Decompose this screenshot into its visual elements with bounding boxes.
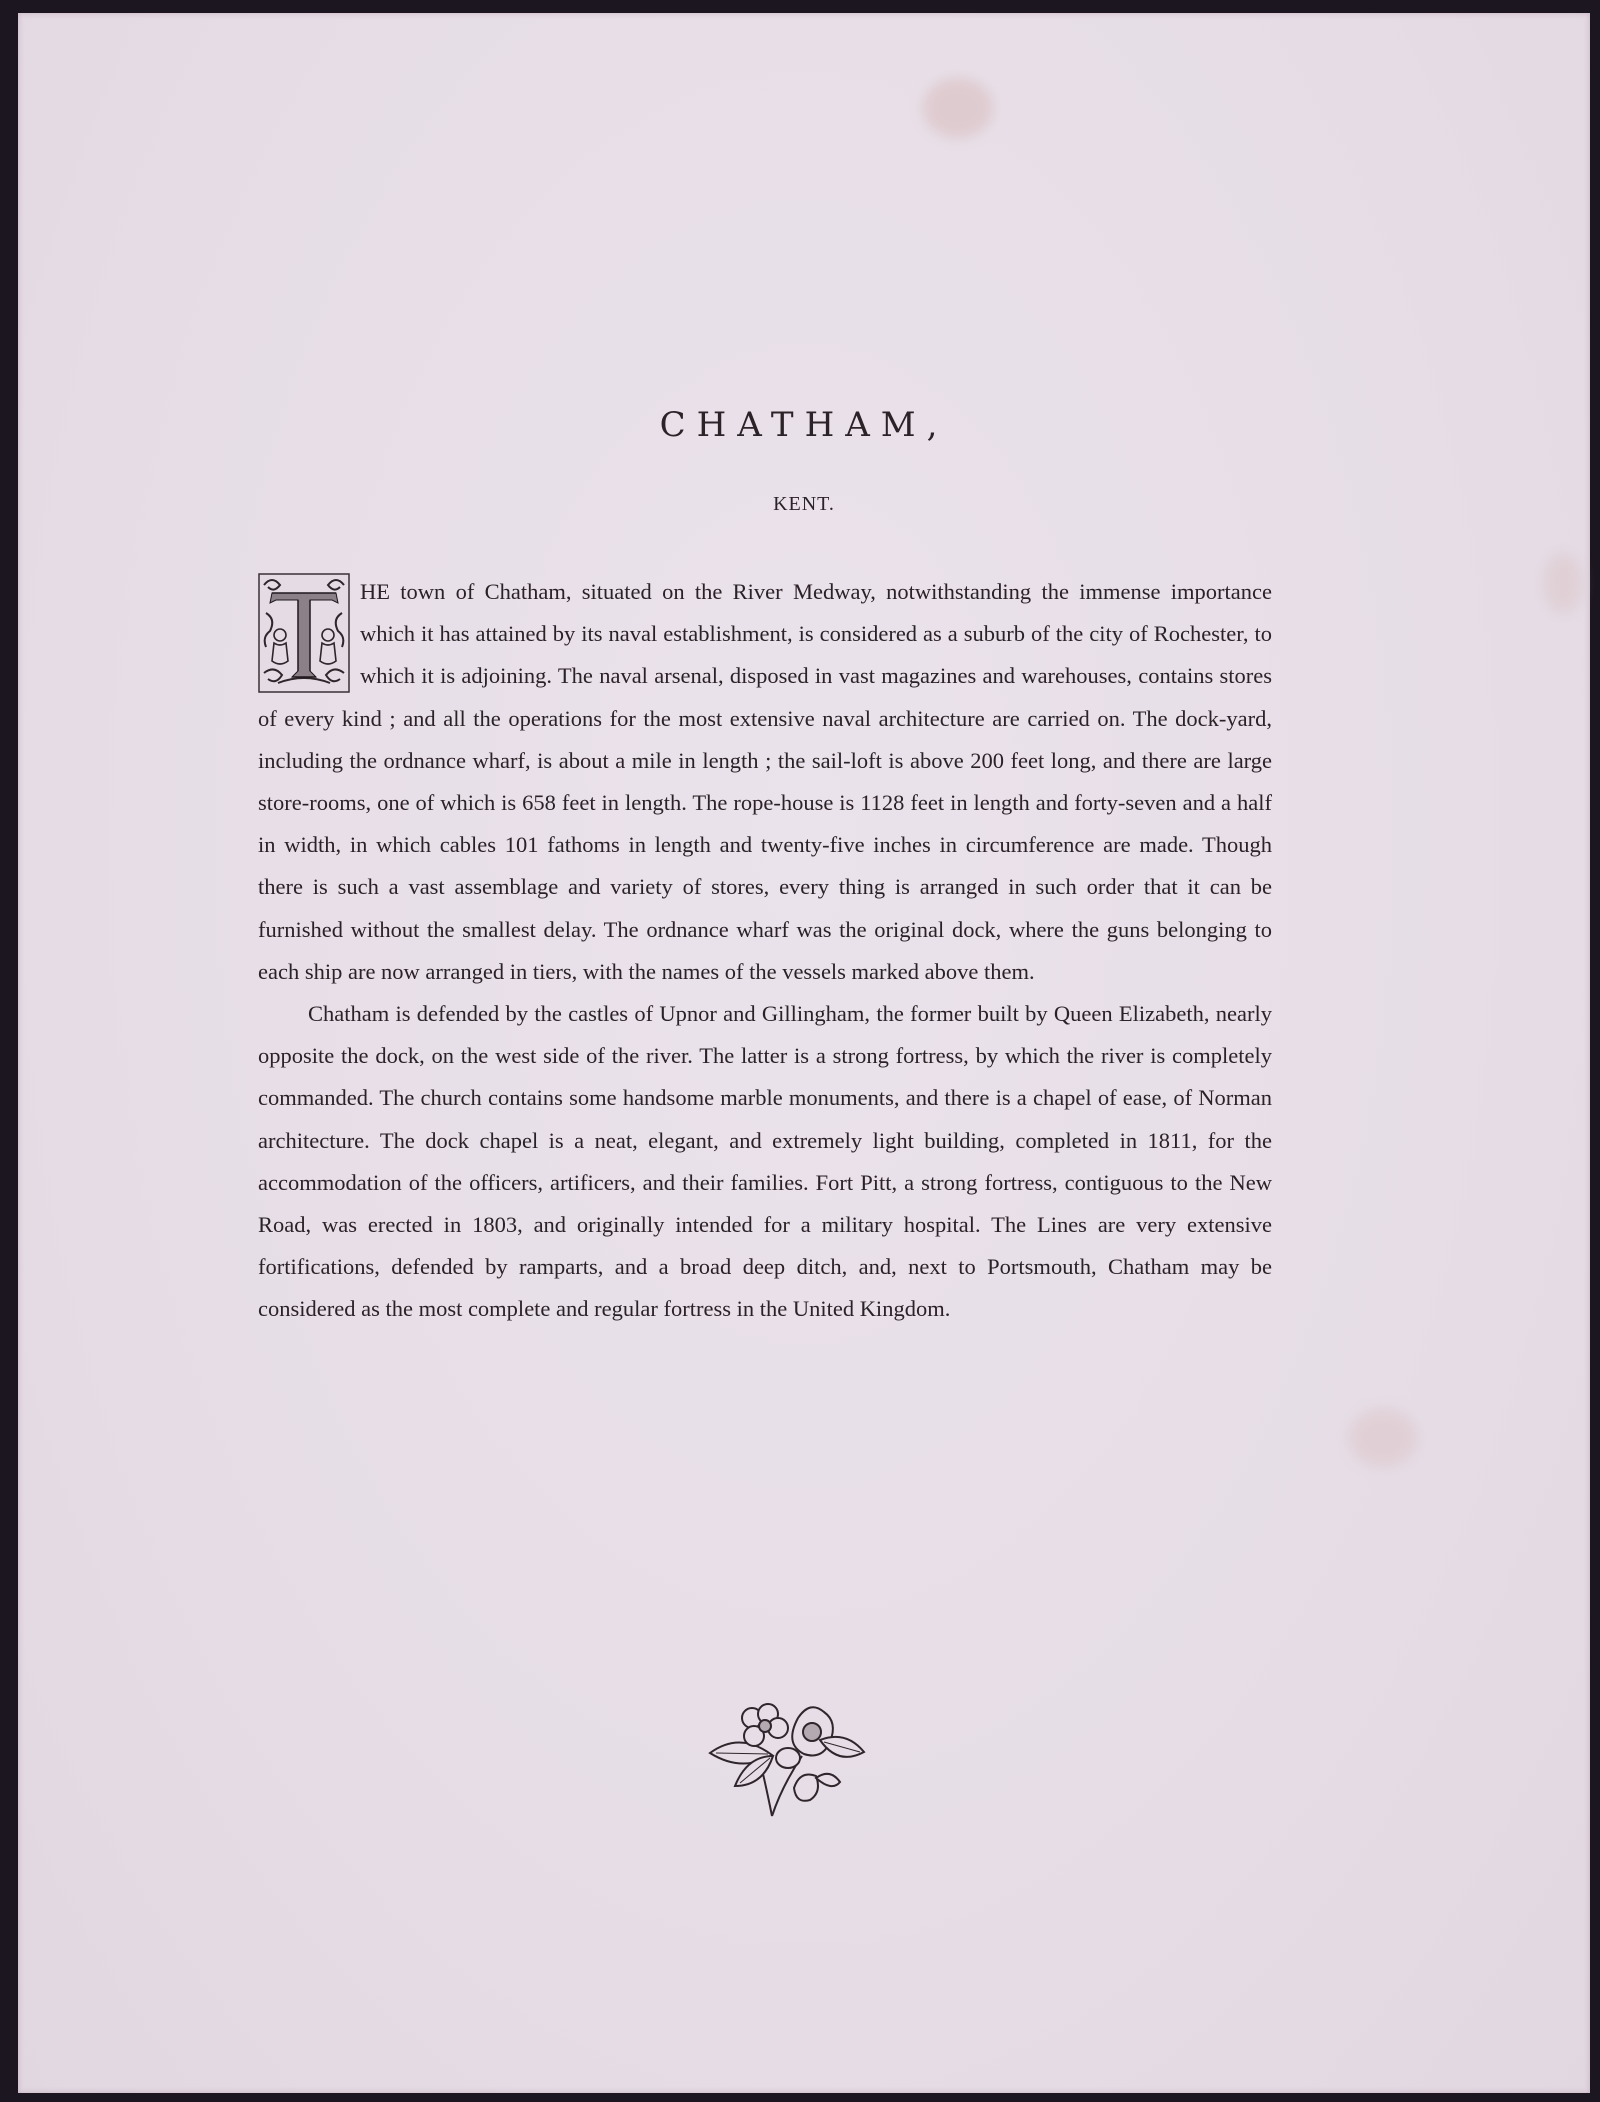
- decorated-initial-t-icon: [258, 573, 350, 693]
- paragraph-1: [258, 571, 1272, 993]
- dropcap-continuation: HE: [360, 579, 390, 604]
- article-body: [258, 571, 1272, 1331]
- printed-page: [18, 13, 1590, 2093]
- floral-ornament-icon: [690, 1698, 870, 1823]
- foxing-stain: [923, 78, 993, 138]
- paragraph-2: Chatham is defended by the castles of Upnor and Gillingham, the former built by Queen Elizabeth, nearly opposite the dock, on the west side of the river. The latter is a strong fortress, by which the river is completely commanded. The church contains some handsome marble monuments, and there is a chapel of ease, of Norman architecture. The dock chapel is a neat, elegant, and extremely light building, completed in 1811, for the accommodation of the officers, artificers, and their families. Fort Pitt, a strong fortress, contiguous to the New Road, was erected in 1803, and originally intended for a military hospital. The Lines are very extensive fortifications, defended by ramparts, and a broad deep ditch, and, next to Portsmouth, Chatham may be considered as the most complete and regular fortress in the United Kingdom.: [258, 1001, 1272, 1322]
- foxing-stain: [1543, 553, 1583, 613]
- page-subtitle: KENT.: [773, 493, 835, 515]
- foxing-stain: [1348, 1408, 1418, 1468]
- paragraph-1-text: town of Chatham, situated on the River Medway, notwithstanding the immense importance which it has attained by its naval establishment, is considered as a suburb of the city of Rochester, to which it is adjoining. The naval arsenal, disposed in vast magazines and warehouses, contains stores of every kind ; and all the operations for the most extensive naval architecture are carried on. The dock-yard, including the ordnance wharf, is about a mile in length ; the sail-loft is above 200 feet long, and there are large store-rooms, one of which is 658 feet in length. The rope-house is 1128 feet in length and forty-seven and a half in width, in which cables 101 fathoms in length and twenty-five inches in circumference are made. Though there is such a vast assemblage and variety of stores, every thing is arranged in such order that it can be furnished without the smallest delay. The ordnance wharf was the original dock, where the guns belonging to each ship are now arranged in tiers, with the names of the vessels marked above them.: [258, 579, 1272, 984]
- page-title: CHATHAM,: [659, 405, 949, 445]
